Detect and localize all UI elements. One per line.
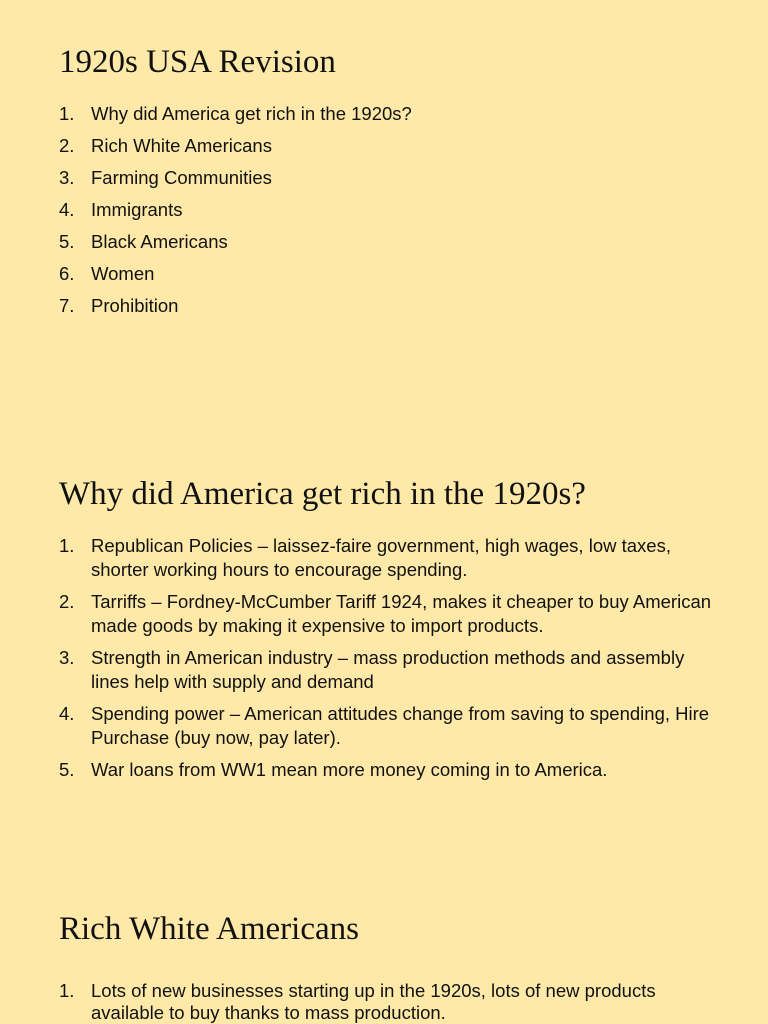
list-item [59,534,719,582]
list-item-number: 5. [59,758,75,780]
list-item-text: Immigrants [91,198,183,220]
list-item [59,102,719,126]
list-item [59,262,719,286]
list-item-number: 7. [59,294,75,316]
list-item [59,230,719,254]
list-item-number: 3. [59,646,75,668]
list-item [59,294,719,318]
list-item-number: 1. [59,534,75,556]
numbered-list [59,102,719,318]
list-item-number: 5. [59,230,75,252]
list-item-number: 4. [59,198,75,220]
list-item-number: 6. [59,262,75,284]
list-item-text: Women [91,262,155,284]
list-item-text: War loans from WW1 mean more money coming in to America. [91,758,608,780]
numbered-list [59,534,719,782]
section-rich-white-americans [59,910,719,1024]
list-item-number: 1. [59,102,75,124]
list-item-text: Rich White Americans [91,134,272,156]
list-item [59,702,719,750]
section-revision-contents [59,43,719,326]
list-item-text: Strength in American industry – mass production methods and assembly lines help with supply and demand [91,646,685,692]
list-item-text: Spending power – American attitudes change from saving to spending, Hire Purchase (buy now, pay later). [91,702,710,748]
list-item-text: Farming Communities [91,166,272,188]
list-item-text: Why did America get rich in the 1920s? [91,102,412,124]
section-heading: 1920s USA Revision [59,44,336,80]
list-item-number: 2. [59,590,75,612]
list-item [59,198,719,222]
list-item [59,166,719,190]
list-item-text: Lots of new businesses starting up in the 1920s, lots of new products available to buy thanks to mass production. [91,979,656,1023]
list-item-number: 4. [59,702,75,724]
section-why-rich [59,475,719,790]
list-item-text: Black Americans [91,230,228,252]
list-item [59,980,719,1024]
list-item [59,646,719,694]
list-item-number: 3. [59,166,75,188]
list-item [59,134,719,158]
section-heading: Why did America get rich in the 1920s? [59,476,586,512]
section-heading: Rich White Americans [59,911,359,947]
list-item-text: Republican Policies – laissez-faire government, high wages, low taxes, shorter working hours to encourage spending. [91,534,671,580]
list-item-text: Tarriffs – Fordney-McCumber Tariff 1924, makes it cheaper to buy American made goods by making it expensive to import products. [91,590,712,636]
list-item [59,590,719,638]
list-item [59,758,719,782]
list-item-number: 2. [59,134,75,156]
numbered-list [59,980,719,1024]
list-item-number: 1. [59,979,75,1001]
list-item-text: Prohibition [91,294,179,316]
